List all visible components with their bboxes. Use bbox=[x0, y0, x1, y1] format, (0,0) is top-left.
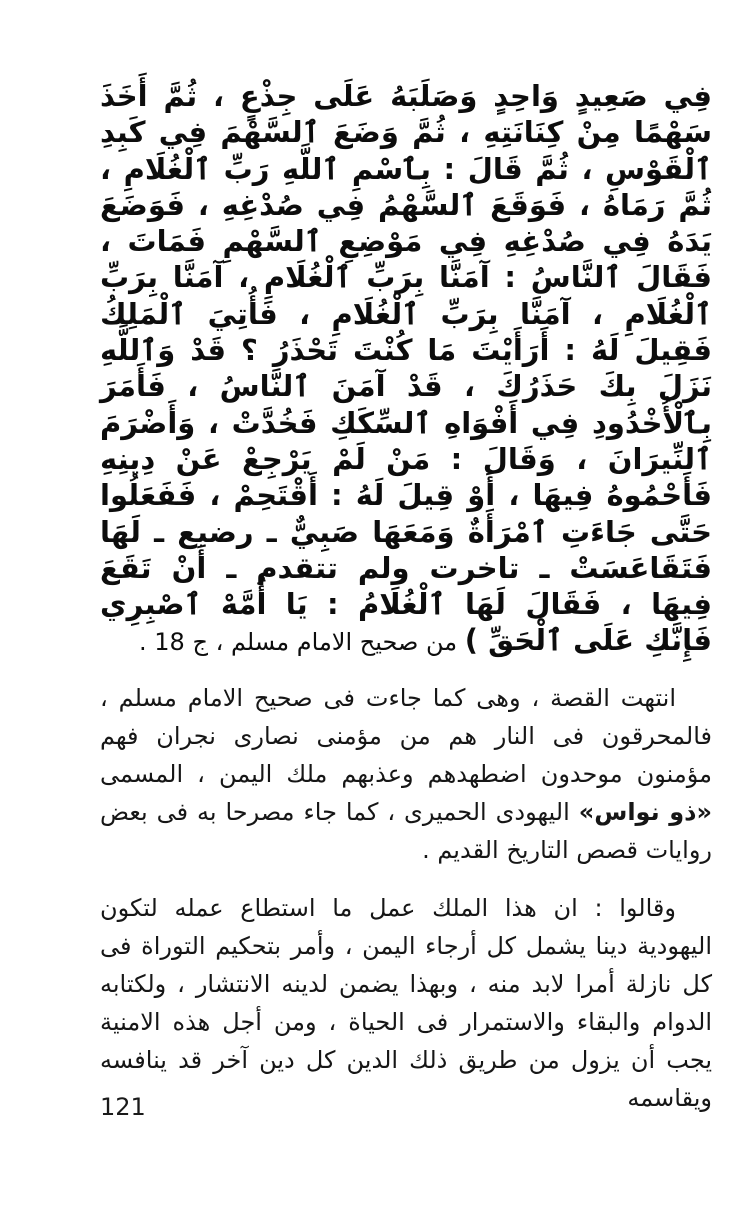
paragraph-1-text-start: انتهت القصة ، وهى كما جاءت فى صحيح الامام مسلم ، فالمحرقون فى النار هم من مؤمنى نصارى نجران فهم مؤمنون موحدون اضطهدهم وعذبهم ملك اليمن ، المسمى bbox=[100, 683, 712, 788]
book-page bbox=[100, 78, 712, 1158]
commentary-paragraph-2 bbox=[100, 889, 712, 1117]
hadith-quote bbox=[100, 78, 712, 661]
hadith-source: من صحيح الامام مسلم ، ج 18 . bbox=[139, 628, 465, 657]
king-name: «ذو نواس» bbox=[578, 797, 713, 826]
page-number: 121 bbox=[100, 1093, 146, 1121]
commentary-paragraph-1 bbox=[100, 679, 712, 869]
paragraph-1-text-end: اليهودى الحميرى ، كما جاء مصرحا به فى بعض روايات قصص التاريخ القديم . bbox=[100, 797, 712, 864]
paragraph-2-text: وقالوا : ان هذا الملك عمل ما استطاع عمله لتكون اليهودية دينا يشمل كل أرجاء اليمن ، وأمر بتحكيم التوراة فى كل نازلة أمرا لابد منه ، وبهذا يضمن لدينه الانتشار ، ولكتابه الدوام والبقاء والاستمرار فى الحياة ، ومن أجل هذه الامنية يجب أن يزول من طريق ذلك الدين كل دين آخر قد ينافسه ويقاسمه bbox=[100, 893, 712, 1112]
hadith-quote-text: فِي صَعِيدٍ وَاحِدٍ وَصَلَبَهُ عَلَى جِذْعٍ ، ثُمَّ أَخَذَ سَهْمًا مِنْ كِنَانَتِهِ ، ثُمَّ وَضَعَ ٱلسَّهْمَ فِي كَبِدِ ٱلْقَوْسِ ، ثُمَّ قَالَ : بِٱسْمِ ٱللَّهِ رَبِّ ٱلْغُلَامِ ، ثُمَّ رَمَاهُ ، فَوَقَعَ ٱلسَّهْمُ فِي صُدْغِهِ ، فَوَضَعَ يَدَهُ فِي صُدْغِهِ فِي مَوْضِعِ ٱلسَّهْمِ فَمَاتَ ، فَقَالَ ٱلنَّاسُ : آمَنَّا بِرَبِّ ٱلْغُلَامِ ، آمَنَّا بِرَبِّ ٱلْغُلَامِ ، آمَنَّا بِرَبِّ ٱلْغُلَامِ ، فَأُتِيَ ٱلْمَلِكُ فَقِيلَ لَهُ : أَرَأَيْتَ مَا كُنْتَ تَحْذَرُ ؟ قَدْ وَٱللَّهِ نَزَلَ بِكَ حَذَرُكَ ، قَدْ آمَنَ ٱلنَّاسُ ، فَأَمَرَ بِٱلْأُخْدُودِ فِي أَفْوَاهِ ٱلسِّكَكِ فَخُدَّتْ ، وَأَضْرَمَ ٱلنِّيرَانَ ، وَقَالَ : مَنْ لَمْ يَرْجِعْ عَنْ دِينِهِ فَأَحْمُوهُ فِيهَا ، أَوْ قِيلَ لَهُ : أَقْتَحِمْ ، فَفَعَلُوا حَتَّى جَاءَتِ ٱمْرَأَةٌ وَمَعَهَا صَبِيٌّ ـ رضيع ـ لَهَا فَتَقَاعَسَتْ ـ تاخرت ولم تتقدم ـ أَنْ تَقَعَ فِيهَا ، فَقَالَ لَهَا ٱلْغُلَامُ : يَا أُمَّهْ ٱصْبِرِي فَإِنَّكِ عَلَى ٱلْحَقِّ ) bbox=[100, 79, 712, 658]
